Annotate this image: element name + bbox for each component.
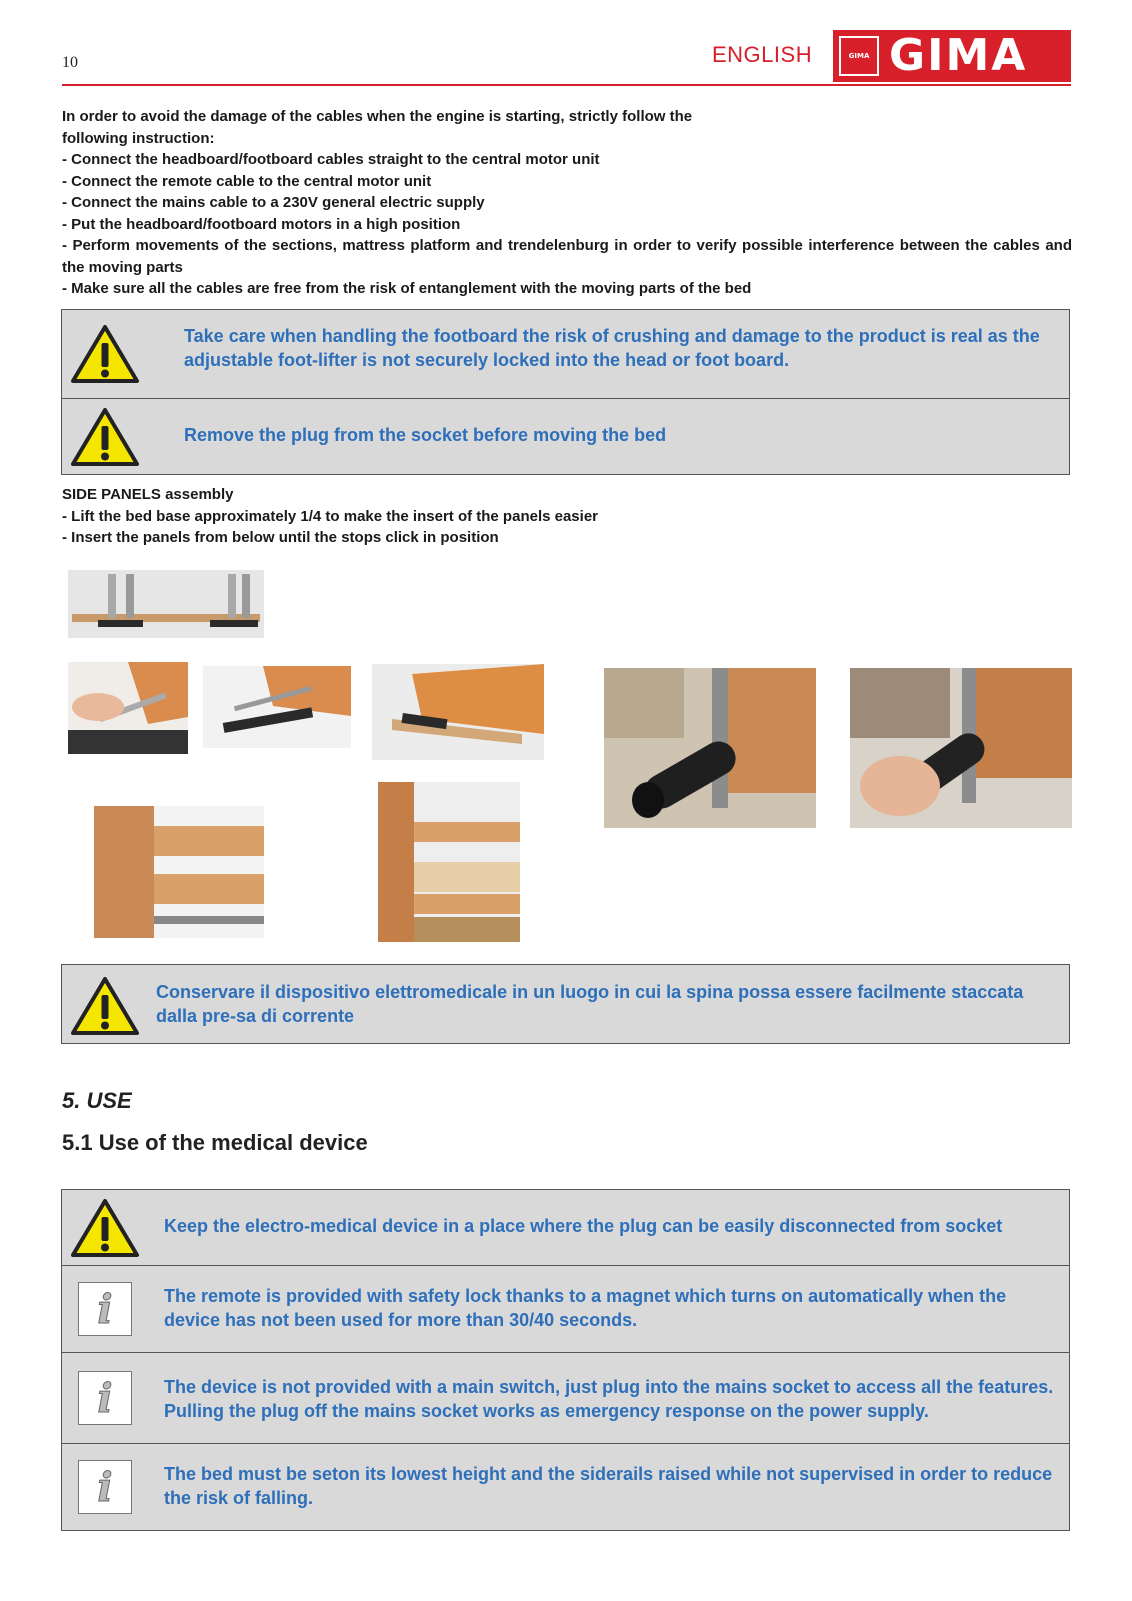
- warning-box-handling: [61, 309, 1070, 475]
- photo-assembled-side: [94, 806, 264, 938]
- side-panels-section: [62, 484, 598, 549]
- warning-triangle-icon: [70, 407, 140, 467]
- info-icon: i: [78, 1282, 132, 1336]
- brand-name: GIMA: [889, 30, 1028, 81]
- warning-triangle-icon: [70, 976, 140, 1036]
- page-number: 10: [62, 54, 78, 71]
- header-divider: [62, 84, 1071, 86]
- warning-text: Take care when handling the footboard the risk of crushing and damage to the product is real as the adjustable foot-lifter is not securely locked into the head or foot board.: [184, 326, 1040, 370]
- info-text: The bed must be seton its lowest height and the siderails raised while not supervised in order to reduce the risk of falling.: [164, 1464, 1053, 1508]
- instruction-step: - Perform movements of the sections, mattress platform and trendelenburg in order to verify possible interference between the cables and the moving parts: [62, 237, 1072, 276]
- instruction-step: - Connect the mains cable to a 230V general electric supply: [62, 194, 485, 211]
- photo-insert-step-1: [68, 662, 188, 754]
- side-panels-title: SIDE PANELS assembly: [62, 486, 234, 503]
- photo-insert-step-2: [203, 666, 351, 748]
- photo-panel-brackets: [68, 570, 264, 638]
- cable-instructions: [62, 106, 1072, 300]
- warning-row: [62, 310, 1069, 398]
- photo-assembled-bed: [378, 782, 520, 942]
- warning-box-use: [61, 1189, 1070, 1531]
- section-subtitle: 5.1 Use of the medical device: [62, 1130, 368, 1155]
- language-label: ENGLISH: [712, 42, 813, 67]
- warning-text: Remove the plug from the socket before moving the bed: [184, 425, 667, 445]
- instruction-step: - Make sure all the cables are free from the risk of entanglement with the moving parts of the bed: [62, 280, 752, 297]
- instructions-intro: In order to avoid the damage of the cables when the engine is starting, strictly follow the following instruction:: [62, 108, 693, 147]
- gima-emblem-icon: GIMA: [839, 36, 879, 76]
- info-icon: i: [78, 1460, 132, 1514]
- info-row: [62, 1443, 1069, 1530]
- warning-triangle-icon: [70, 324, 140, 384]
- instruction-step: - Connect the remote cable to the central motor unit: [62, 172, 432, 190]
- photo-handle-1: [604, 668, 816, 828]
- warning-text: Keep the electro-medical device in a place where the plug can be easily disconnected from socket: [164, 1216, 1003, 1236]
- warning-row: [62, 398, 1069, 474]
- info-text: The remote is provided with safety lock thanks to a magnet which turns on automatically when the device has not been used for more than 30/40 seconds.: [164, 1286, 1007, 1330]
- gima-logo: [833, 30, 1071, 82]
- photo-handle-2: [850, 668, 1072, 828]
- instruction-step: - Connect the headboard/footboard cables straight to the central motor unit: [62, 151, 600, 168]
- section-title: 5. USE: [62, 1088, 132, 1113]
- warning-row: [62, 965, 1069, 1042]
- side-panels-step: - Insert the panels from below until the stops click in position: [62, 529, 499, 546]
- instruction-step: - Put the headboard/footboard motors in a high position: [62, 215, 461, 233]
- info-text: The device is not provided with a main switch, just plug into the mains socket to access all the features. Pulling the plug off the mains socket works as emergency response on the power supply.: [164, 1377, 1054, 1421]
- info-icon: i: [78, 1371, 132, 1425]
- info-row: [62, 1265, 1069, 1352]
- photo-insert-step-3: [372, 664, 544, 760]
- info-row: [62, 1352, 1069, 1443]
- warning-box-italian: [61, 964, 1070, 1044]
- side-panels-step: - Lift the bed base approximately 1/4 to make the insert of the panels easier: [62, 507, 598, 525]
- warning-row: [62, 1190, 1069, 1265]
- warning-text: Conservare il dispositivo elettromedicale in un luogo in cui la spina possa essere facilmente staccata dalla pre-sa di corrente: [156, 982, 1024, 1026]
- warning-triangle-icon: [70, 1198, 140, 1258]
